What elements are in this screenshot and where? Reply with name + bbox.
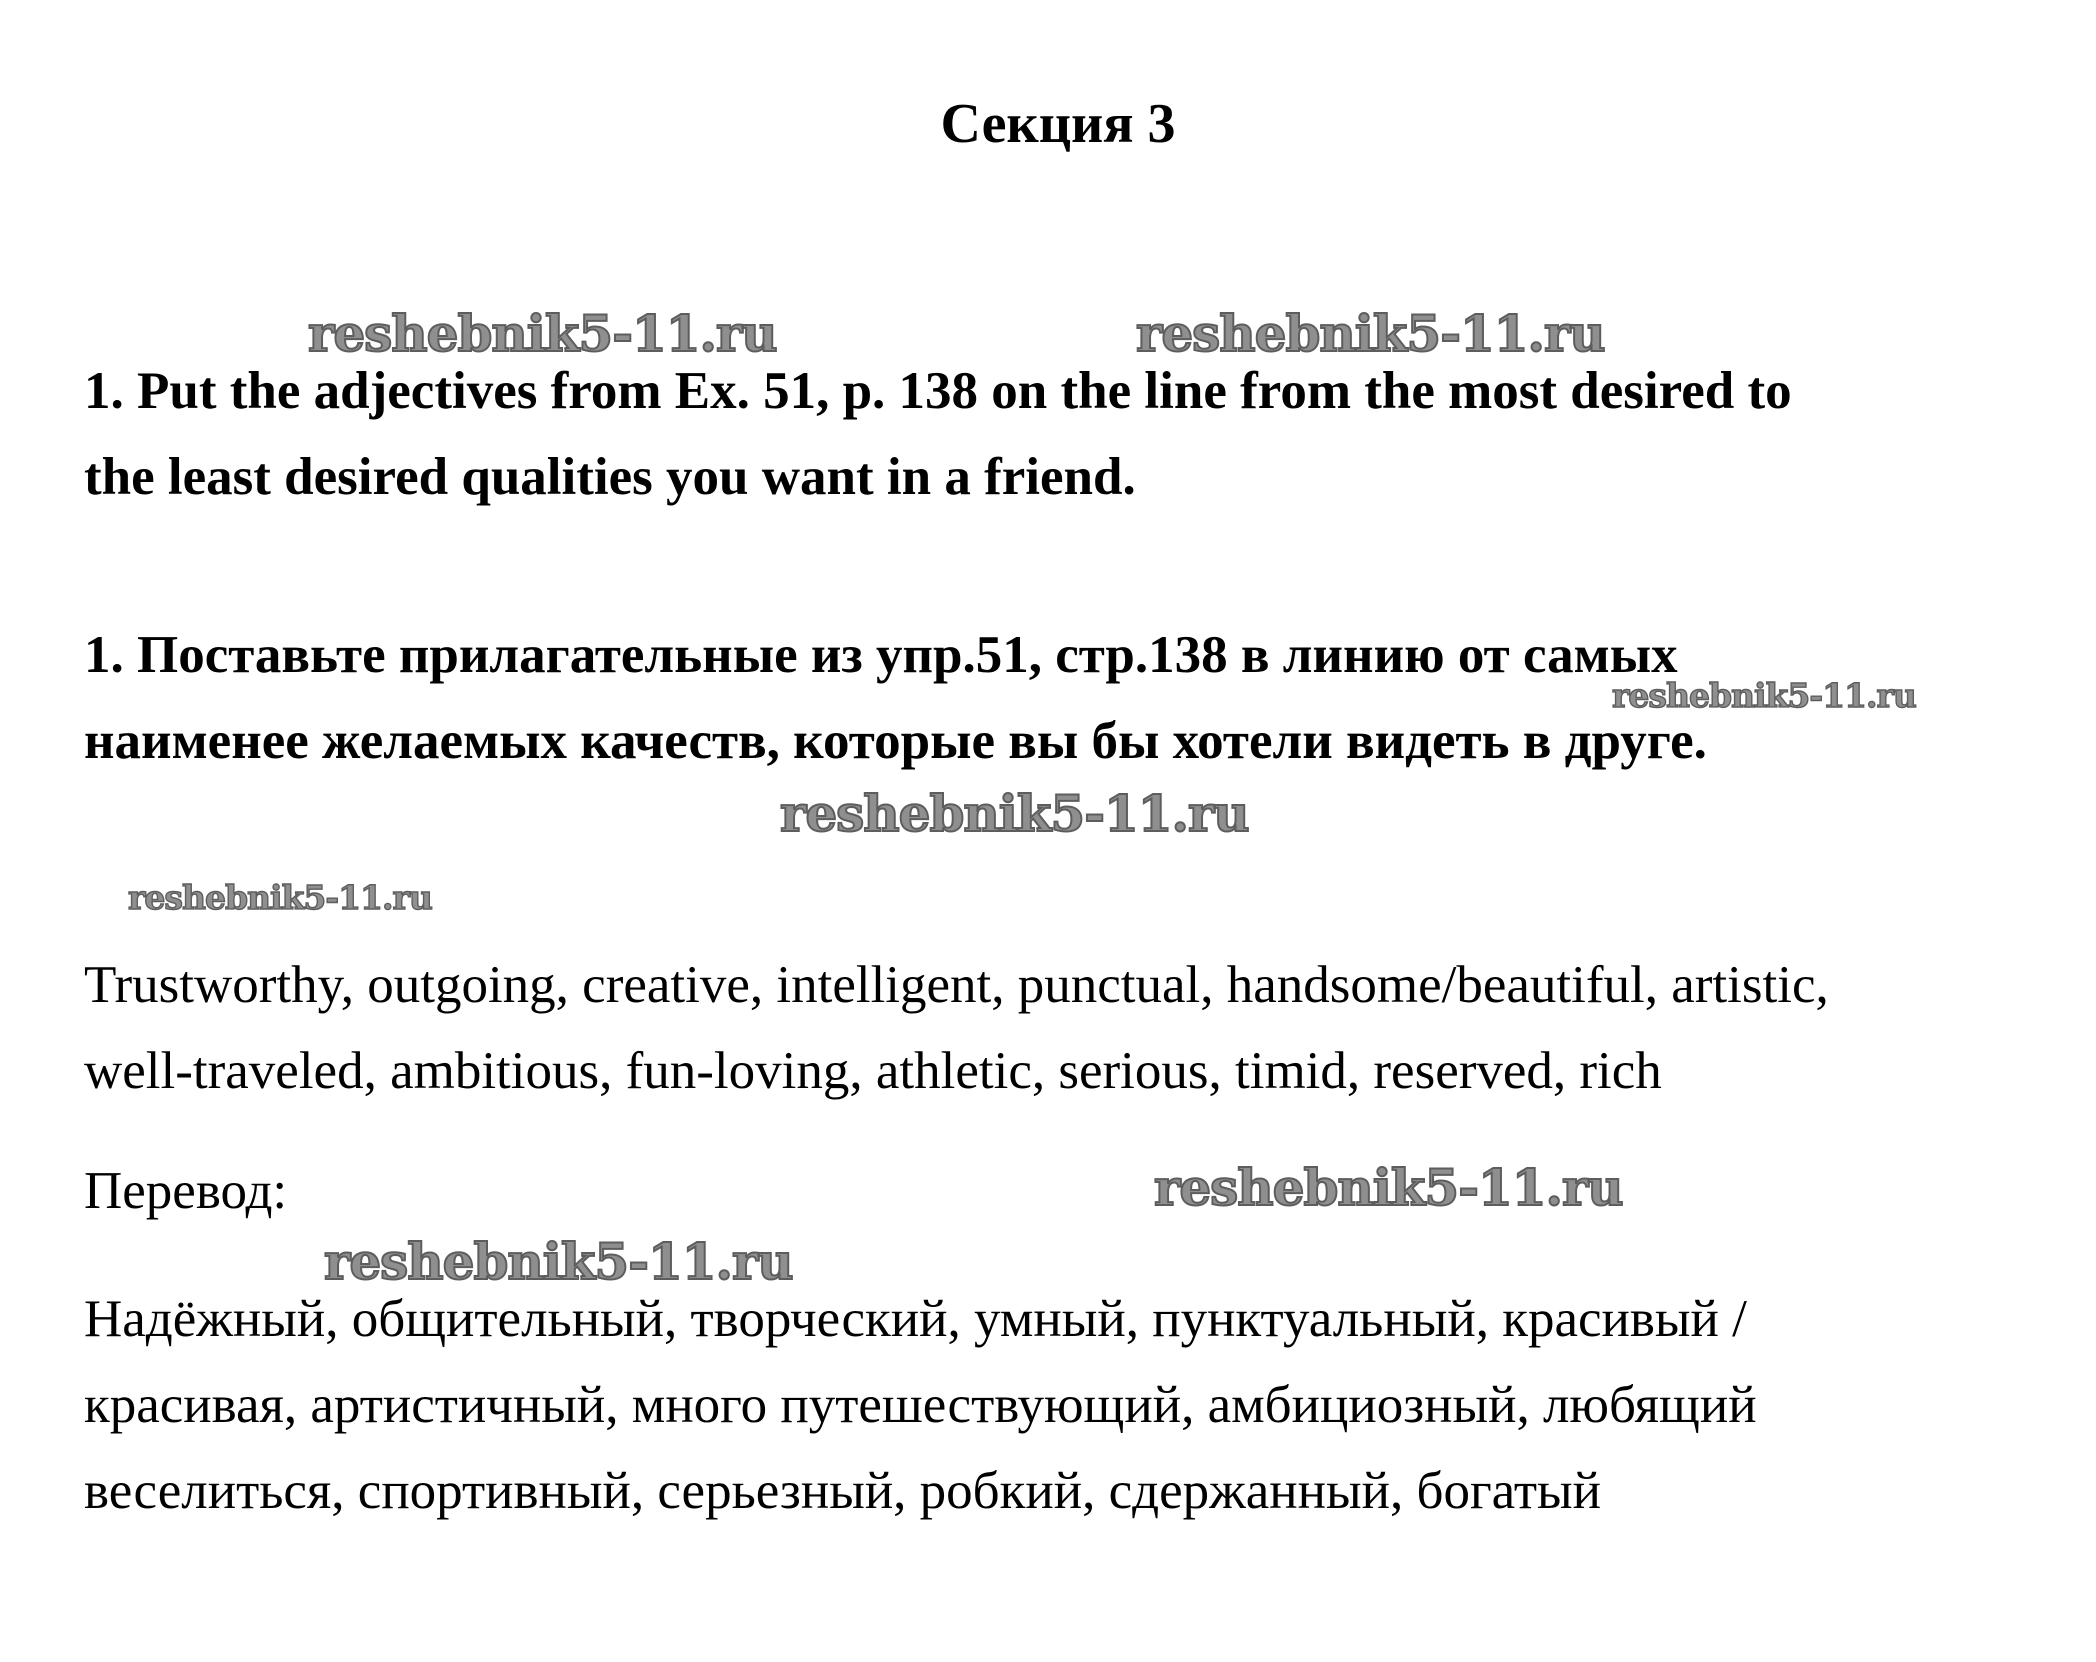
answer-line-1: Trustworthy, outgoing, creative, intelligent, punctual, handsome/beautiful, artistic, <box>84 956 1829 1014</box>
watermark: reshebnik5-11.ru <box>1612 676 1916 715</box>
watermark: reshebnik5-11.ru <box>324 1232 793 1291</box>
watermark: reshebnik5-11.ru <box>1136 304 1605 363</box>
task-russian-line-1: 1. Поставьте прилагательные из упр.51, стр.138 в линию от самых <box>84 626 1678 684</box>
task-english-line-2: the least desired qualities you want in a friend. <box>84 448 1136 506</box>
translation-label: Перевод: <box>84 1162 288 1220</box>
watermark: reshebnik5-11.ru <box>1154 1158 1623 1217</box>
task-english-line-1: 1. Put the adjectives from Ex. 51, p. 138 on the line from the most desired to <box>84 362 1792 420</box>
watermark: reshebnik5-11.ru <box>308 304 777 363</box>
task-russian-line-2: наименее желаемых качеств, которые вы бы хотели видеть в друге. <box>84 712 1707 770</box>
page-title: Секция 3 <box>940 93 1176 155</box>
translation-line-2: красивая, артистичный, много путешествующий, амбициозный, любящий <box>84 1376 1757 1434</box>
watermark: reshebnik5-11.ru <box>780 784 1249 843</box>
translation-line-3: веселиться, спортивный, серьезный, робкий, сдержанный, богатый <box>84 1462 1601 1520</box>
answer-line-2: well-traveled, ambitious, fun-loving, athletic, serious, timid, reserved, rich <box>84 1042 1662 1100</box>
watermark: reshebnik5-11.ru <box>128 878 432 917</box>
translation-line-1: Надёжный, общительный, творческий, умный, пунктуальный, красивый / <box>84 1290 1747 1348</box>
